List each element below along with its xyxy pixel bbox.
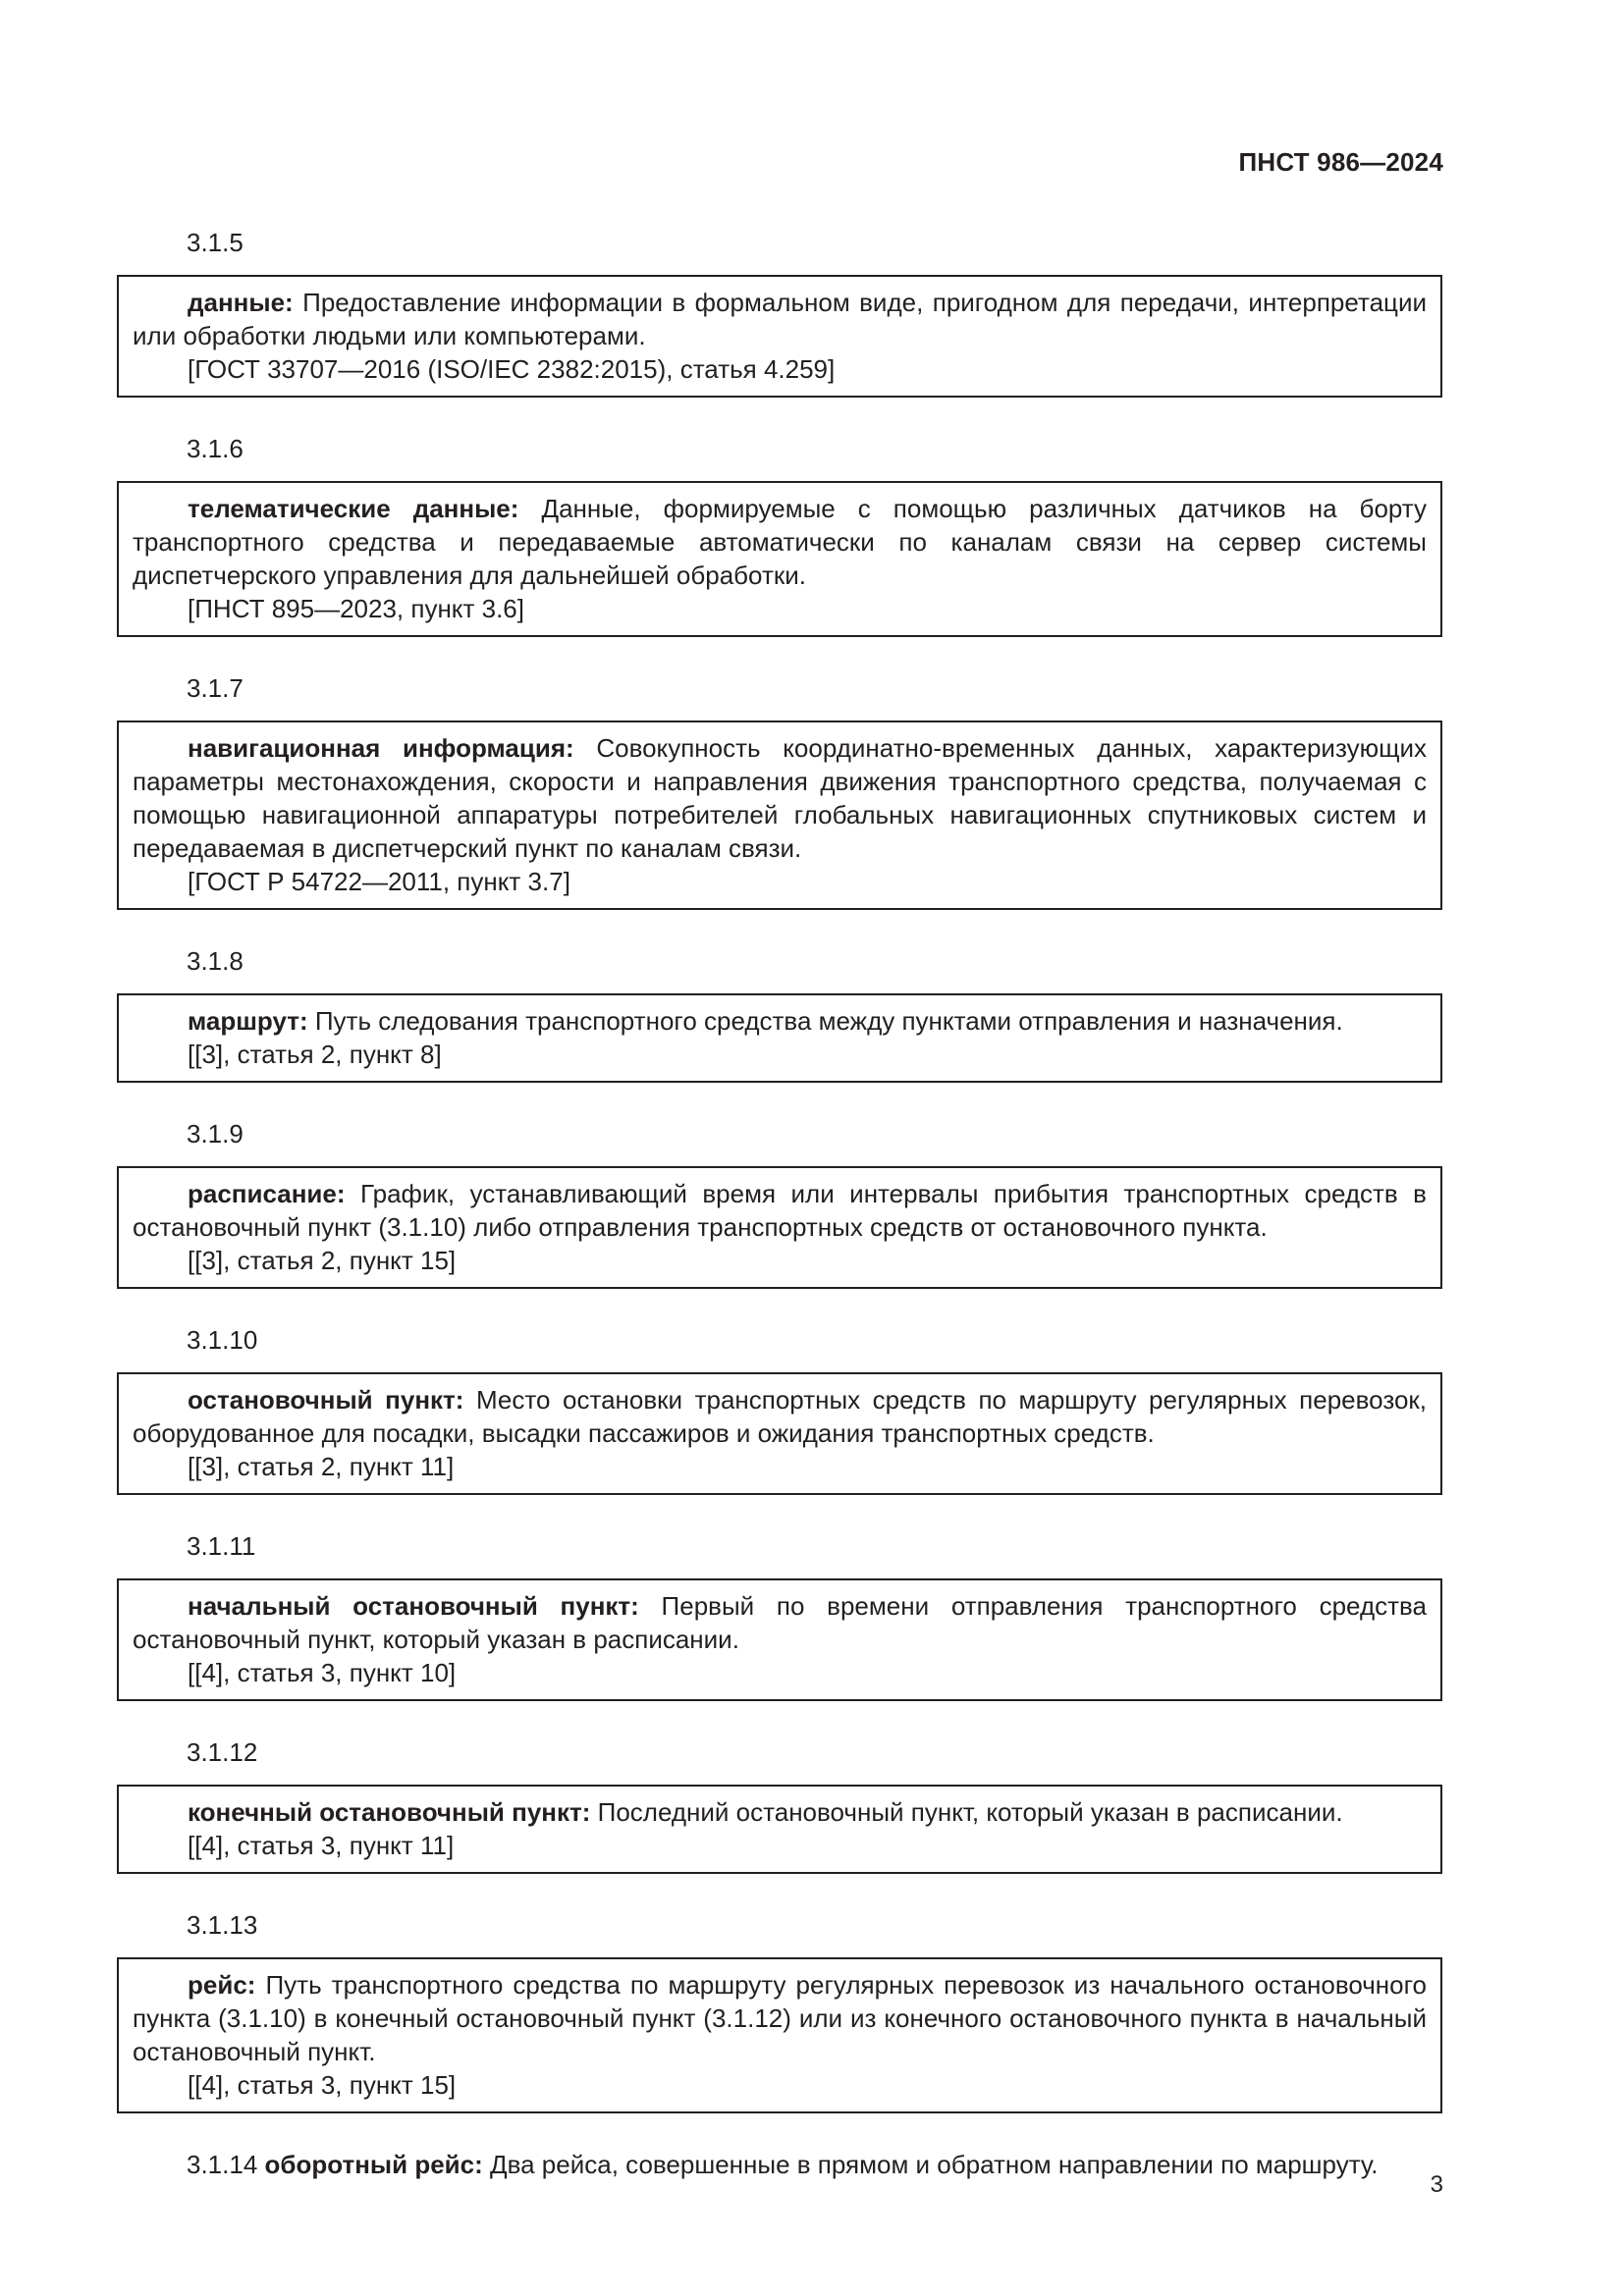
- term-entry-3-1-8: [117, 944, 1442, 1083]
- term-entry-3-1-14: [117, 2148, 1442, 2181]
- term-entry-3-1-11: [117, 1529, 1442, 1701]
- entry-number: 3.1.8: [187, 946, 244, 976]
- definition-text: [133, 1383, 1427, 1450]
- term-name: данные:: [188, 288, 294, 317]
- entry-number: 3.1.9: [187, 1119, 244, 1148]
- source-reference: [ПНСТ 895—2023, пункт 3.6]: [188, 594, 524, 623]
- entry-number: 3.1.11: [187, 1531, 256, 1561]
- term-entry-3-1-13: [117, 1908, 1442, 2113]
- definition-box: [117, 993, 1442, 1083]
- entry-number: 3.1.5: [187, 228, 244, 257]
- definition-box: [117, 1166, 1442, 1289]
- term-name: начальный остановочный пункт:: [188, 1591, 639, 1621]
- definition-text: [133, 1004, 1427, 1038]
- entry-number: 3.1.6: [187, 434, 244, 463]
- term-entry-3-1-7: [117, 671, 1442, 910]
- definition-text: [133, 1177, 1427, 1244]
- definition-body: Первый по времени отправления транспортного средства остановочный пункт, который указан в расписании.: [133, 1591, 1428, 1654]
- definition-box: [117, 275, 1442, 398]
- source-reference: [[4], статья 3, пункт 10]: [188, 1658, 457, 1687]
- definition-text: [133, 1795, 1427, 1829]
- definition-box: [117, 1785, 1442, 1874]
- definition-text: [133, 731, 1427, 865]
- source-reference: [[4], статья 3, пункт 15]: [188, 2070, 457, 2100]
- terms-section: [117, 226, 1442, 2181]
- term-name: навигационная информация:: [188, 733, 574, 763]
- entry-number: 3.1.12: [187, 1737, 258, 1767]
- source-reference: [ГОСТ Р 54722—2011, пункт 3.7]: [188, 867, 570, 896]
- term-entry-3-1-10: [117, 1323, 1442, 1495]
- term-entry-3-1-5: [117, 226, 1442, 398]
- term-name: телематические данные:: [188, 494, 519, 523]
- definition-body: Место остановки транспортных средств по маршруту регулярных перевозок, оборудованное для посадки, высадки пассажиров и ожидания транспортных средств.: [133, 1385, 1428, 1448]
- definition-text: [133, 1968, 1427, 2068]
- term-entry-3-1-9: [117, 1117, 1442, 1289]
- term-name: конечный остановочный пункт:: [188, 1797, 591, 1827]
- entry-number: 3.1.13: [187, 1910, 258, 1940]
- definition-box: [117, 1372, 1442, 1495]
- term-name: оборотный рейс:: [264, 2150, 483, 2179]
- definition-box: [117, 1957, 1442, 2113]
- definition-body: Совокупность координатно-временных данных, характеризующих параметры местонахождения, скорости и направления движения транспортного средства, получаемая с помощью навигационной аппаратуры потребителей глобальных навигационных спутниковых систем и передаваемая в диспетчерский пункт по каналам связи.: [133, 733, 1427, 863]
- definition-text: [133, 286, 1427, 352]
- definition-body: Последний остановочный пункт, который указан в расписании.: [590, 1797, 1343, 1827]
- entry-number: 3.1.10: [187, 1325, 258, 1355]
- term-entry-3-1-6: [117, 432, 1442, 637]
- definition-body: Путь транспортного средства по маршруту регулярных перевозок из начального остановочного пункта (3.1.10) в конечный остановочный пункт (3.1.12) или из конечного остановочного пункта в начальный остановочный пункт.: [133, 1970, 1427, 2066]
- source-reference: [[3], статья 2, пункт 15]: [188, 1246, 457, 1275]
- definition-box: [117, 481, 1442, 637]
- term-name: рейс:: [188, 1970, 256, 2000]
- document-code-header: ПНСТ 986—2024: [1238, 147, 1443, 177]
- definition-body: График, устанавливающий время или интервалы прибытия транспортных средств в остановочный пункт (3.1.10) либо отправления транспортных средств от остановочного пункта.: [133, 1179, 1427, 1242]
- term-entry-3-1-12: [117, 1735, 1442, 1874]
- entry-number: 3.1.7: [187, 673, 244, 703]
- term-name: остановочный пункт:: [188, 1385, 464, 1415]
- source-reference: [[4], статья 3, пункт 11]: [188, 1831, 455, 1860]
- source-reference: [[3], статья 2, пункт 11]: [188, 1452, 455, 1481]
- term-name: маршрут:: [188, 1006, 308, 1036]
- entry-number: 3.1.14: [187, 2150, 258, 2179]
- source-reference: [[3], статья 2, пункт 8]: [188, 1040, 442, 1069]
- definition-text: [133, 1589, 1427, 1656]
- definition-body: Путь следования транспортного средства между пунктами отправления и назначения.: [307, 1006, 1343, 1036]
- definition-text: [133, 492, 1427, 592]
- definition-body: Данные, формируемые с помощью различных датчиков на борту транспортного средства и передаваемые автоматически по каналам связи на сервер системы диспетчерского управления для дальнейшей обработки.: [133, 494, 1427, 590]
- definition-body: Предоставление информации в формальном виде, пригодном для передачи, интерпретации или обработки людьми или компьютерами.: [133, 288, 1427, 350]
- definition-body: Два рейса, совершенные в прямом и обратном направлении по маршруту.: [482, 2150, 1379, 2179]
- term-name: расписание:: [188, 1179, 346, 1208]
- definition-box: [117, 721, 1442, 910]
- page-number: 3: [1430, 2171, 1443, 2198]
- source-reference: [ГОСТ 33707—2016 (ISO/IEC 2382:2015), статья 4.259]: [188, 354, 836, 384]
- definition-box: [117, 1578, 1442, 1701]
